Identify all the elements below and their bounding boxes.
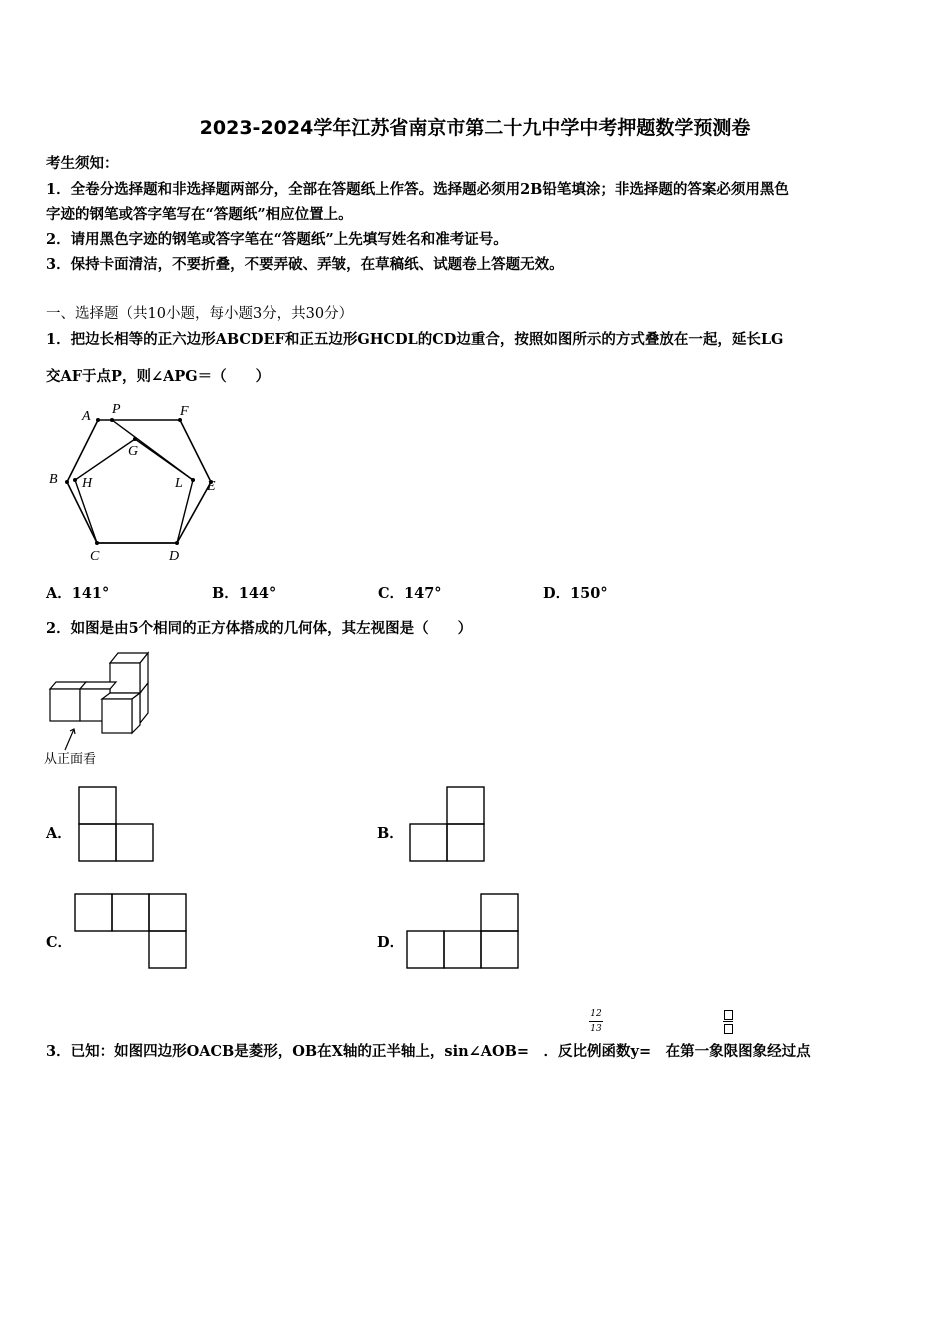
notice-line: 1．全卷分选择题和非选择题两部分，全部在答题纸上作答。选择题必须用2B铅笔填涂；非选择题的答案必须用黑色 (46, 181, 789, 198)
q2-option-a-figure (76, 785, 158, 863)
option-c: C．147° (378, 585, 442, 602)
placeholder-box-icon (724, 1024, 733, 1034)
page-title: 2023-2024学年江苏省南京市第二十九中学中考押题数学预测卷 (199, 117, 751, 139)
question-1-text: 1．把边长相等的正六边形ABCDEF和正五边形GHCDL的CD边重合，按照如图所示的方式叠放在一起，延长LG (46, 331, 784, 348)
fraction-denominator: 13 (590, 1024, 602, 1034)
question-2-text: 2．如图是由5个相同的正方体搭成的几何体，其左视图是（ ） (46, 620, 473, 637)
label-l: L (175, 476, 183, 491)
label-h: H (82, 476, 93, 491)
label-c: C (90, 549, 100, 564)
figure-caption: 从正面看 (44, 752, 97, 767)
label-g: G (128, 444, 139, 459)
label-p: P (112, 402, 121, 417)
fraction-numerator: 12 (590, 1009, 602, 1019)
q2-option-b-label: B． (377, 825, 404, 842)
q2-option-d-label: D． (377, 934, 405, 951)
q2-option-d-figure (404, 892, 522, 970)
label-e: E (207, 479, 216, 494)
q2-option-c-figure (72, 892, 190, 970)
question-3-text: 3．已知：如图四边形OACB是菱形，OB在X轴的正半轴上，sin∠AOB= ．反比例函数y= 在第一象限图象经过点 (46, 1043, 811, 1060)
q2-option-a-label: A． (46, 825, 72, 842)
label-d: D (169, 549, 180, 564)
placeholder-box-icon (724, 1010, 733, 1020)
hexagon-pentagon-figure (40, 395, 240, 570)
label-a: A (82, 409, 91, 424)
option-a: A．141° (46, 585, 110, 602)
notice-heading: 考生须知： (46, 155, 119, 172)
notice-line: 3．保持卡面清洁，不要折叠，不要弄破、弄皱，在草稿纸、试题卷上答题无效。 (46, 256, 564, 273)
fraction-bar (723, 1021, 733, 1022)
question-1-text-cont: 交AF于点P，则∠APG＝（ ） (46, 368, 271, 385)
label-b: B (49, 472, 58, 487)
notice-line: 2．请用黑色字迹的钢笔或答字笔在“答题纸”上先填写姓名和准考证号。 (46, 231, 508, 248)
option-b: B．144° (212, 585, 277, 602)
option-d: D．150° (543, 585, 608, 602)
q2-option-c-label: C． (46, 934, 73, 951)
fraction-bar (589, 1021, 603, 1022)
notice-line: 字迹的钢笔或答字笔写在“答题纸”相应位置上。 (46, 206, 353, 223)
label-f: F (180, 404, 189, 419)
section-heading: 一、选择题（共10小题，每小题3分，共30分） (46, 306, 354, 322)
q2-option-b-figure (407, 785, 489, 863)
